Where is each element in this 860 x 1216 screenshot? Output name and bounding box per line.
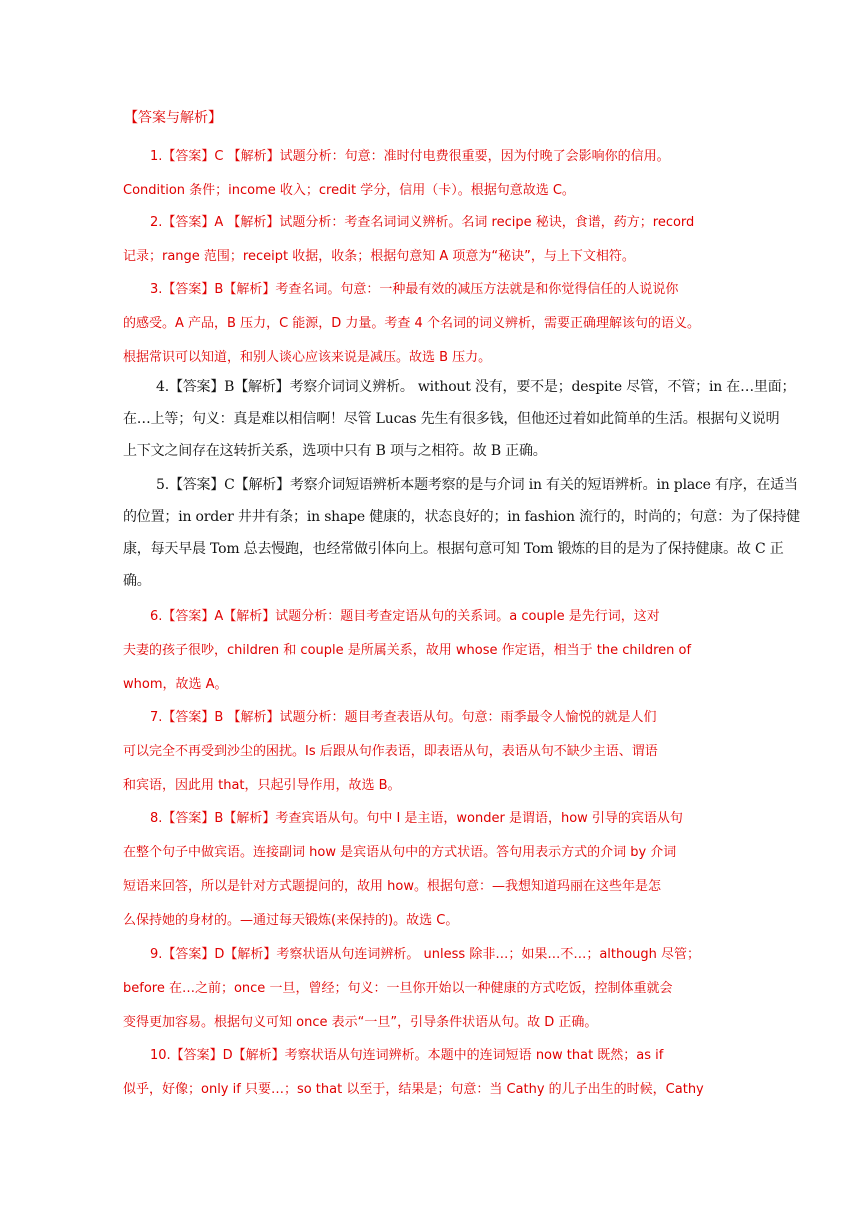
item-line: 上下文之间存在这转折关系，选项中只有 B 项与之相符。故 B 正确。 xyxy=(123,443,547,459)
item-line: whom，故选 A。 xyxy=(123,677,228,692)
item-line: 的感受。A 产品，B 压力，C 能源，D 力量。考查 4 个名词的词义辨析，需要正确理解该句的语义。 xyxy=(123,316,700,331)
item-line: 4.【答案】B【解析】考察介词词义辨析。 without 没有，要不是；despite 尽管，不管；in 在…里面； xyxy=(156,379,796,395)
item-line: 确。 xyxy=(123,573,151,589)
item-line: 10.【答案】D【解析】考察状语从句连词辨析。本题中的连词短语 now that 既然；as if xyxy=(150,1048,664,1063)
item-line: 记录；range 范围；receipt 收据，收条；根据句意知 A 项意为“秘诀”，与上下文相符。 xyxy=(123,249,635,264)
item-line: 3.【答案】B【解析】考查名词。句意：一种最有效的减压方法就是和你觉得信任的人说说你 xyxy=(150,282,679,297)
item-line: 1.【答案】C 【解析】试题分析：句意：准时付电费很重要，因为付晚了会影响你的信用。 xyxy=(150,149,670,164)
item-line: 变得更加容易。根据句义可知 once 表示“一旦”，引导条件状语从句。故 D 正确。 xyxy=(123,1015,598,1030)
answer-item-4 xyxy=(123,371,825,467)
answer-item-3 xyxy=(123,273,737,375)
item-line: 似乎，好像；only if 只要…；so that 以至于，结果是；句意：当 Cathy 的儿子出生的时候，Cathy xyxy=(123,1082,704,1097)
answer-item-9 xyxy=(123,938,737,1040)
item-line: 可以完全不再受到沙尘的困扰。Is 后跟从句作表语，即表语从句，表语从句不缺少主语、谓语 xyxy=(123,744,658,759)
item-line: 7.【答案】B 【解析】试题分析：题目考查表语从句。句意：雨季最令人愉悦的就是人们 xyxy=(150,710,657,725)
item-line: 康，每天早晨 Tom 总去慢跑，也经常做引体向上。根据句意可知 Tom 锻炼的目的是为了保持健康。故 C 正 xyxy=(123,541,784,557)
answer-item-2 xyxy=(123,206,737,274)
answer-item-1 xyxy=(123,140,737,208)
answer-item-5 xyxy=(123,469,825,597)
item-line: 么保持她的身材的。—通过每天锻炼(来保持的)。故选 C。 xyxy=(123,913,459,928)
item-line: 9.【答案】D【解析】考察状语从句连词辨析。 unless 除非…；如果…不…；although 尽管； xyxy=(150,947,701,962)
answer-heading: 【答案与解析】 xyxy=(124,110,222,126)
item-line: Condition 条件；income 收入；credit 学分，信用（卡）。根据句意故选 C。 xyxy=(123,183,575,198)
item-line: 短语来回答，所以是针对方式题提问的，故用 how。根据句意：—我想知道玛丽在这些年是怎 xyxy=(123,879,661,894)
item-line: 根据常识可以知道，和别人谈心应该来说是减压。故选 B 压力。 xyxy=(123,350,492,365)
answer-item-8 xyxy=(123,802,737,938)
answer-item-10 xyxy=(123,1039,737,1107)
item-line: 8.【答案】B【解析】考查宾语从句。句中 I 是主语，wonder 是谓语，how 引导的宾语从句 xyxy=(150,811,683,826)
item-line: before 在…之前；once 一旦，曾经；句义：一旦你开始以一种健康的方式吃饭，控制体重就会 xyxy=(123,981,673,996)
item-line: 在…上等；句义：真是难以相信啊！尽管 Lucas 先生有很多钱，但他还过着如此简单的生活。根据句义说明 xyxy=(123,411,780,427)
answer-item-7 xyxy=(123,701,737,803)
item-line: 的位置；in order 井井有条；in shape 健康的，状态良好的；in fashion 流行的，时尚的；句意：为了保持健 xyxy=(123,509,800,525)
item-line: 和宾语，因此用 that，只起引导作用，故选 B。 xyxy=(123,778,401,793)
item-line: 在整个句子中做宾语。连接副词 how 是宾语从句中的方式状语。答句用表示方式的介词 by 介词 xyxy=(123,845,677,860)
item-line: 6.【答案】A【解析】试题分析：题目考查定语从句的关系词。a couple 是先行词，这对 xyxy=(150,609,660,624)
item-line: 夫妻的孩子很吵，children 和 couple 是所属关系，故用 whose 作定语，相当于 the children of xyxy=(123,643,692,658)
item-line: 5.【答案】C【解析】考察介词短语辨析本题考察的是与介词 in 有关的短语辨析。in place 有序，在适当 xyxy=(156,477,798,493)
answer-item-6 xyxy=(123,600,737,702)
item-line: 2.【答案】A 【解析】试题分析：考查名词词义辨析。名词 recipe 秘诀，食谱，药方；record xyxy=(150,215,695,230)
